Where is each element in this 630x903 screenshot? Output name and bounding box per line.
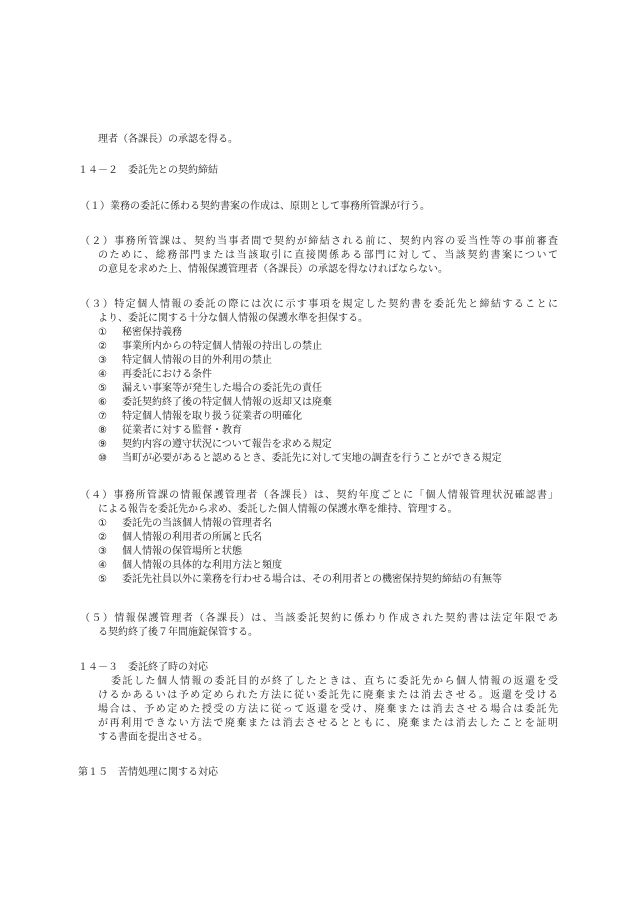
list-item: ⑤ 委託先社員以外に業務を行わせる場合は、その利用者との機密保持契約締結の有無等 [98,574,502,585]
list-item: ② 事業所内からの特定個人情報の持出しの禁止 [98,341,322,352]
list-item: ⑧ 従業者に対する監督・教育 [98,425,242,436]
paragraph-6-line-1: 委託した個人情報の委託目的が終了したときは、直ちに委託先から個人情報の返還を受 [111,676,558,687]
paragraph-6-line-3: 場合は、予め定めた授受の方法に従って返還を受け、廃棄または消去させる場合は委託先 [98,704,558,715]
paragraph-6-line-5: する書面を提出させる。 [98,732,208,743]
paragraph-2-line-3: の意見を求めた上、情報保護管理者（各課長）の承認を得なければならない。 [98,264,448,275]
paragraph-5-line-2: る契約終了後７年間施錠保管する。 [98,627,258,638]
list-item: ① 委託先の当該個人情報の管理者名 [98,518,272,529]
section-heading-14-3: １４－３ 委託終了時の対応 [78,662,208,673]
section-heading-14-2: １４－２ 委託先との契約締結 [78,165,218,176]
list-item: ④ 再委託における条件 [98,369,212,380]
list-item: ⑨ 契約内容の遵守状況について報告を求める規定 [98,439,332,450]
paragraph-6-line-2: けるかあるいは予め定められた方法に従い委託先に廃棄または消去させる。返還を受ける [98,690,558,701]
list-item: ⑤ 漏えい事案等が発生した場合の委託先の責任 [98,383,322,394]
list-item: ③ 個人情報の保管場所と状態 [98,546,242,557]
list-item: ① 秘密保持義務 [98,327,182,338]
continued-text: 理者（各課長）の承認を得る。 [98,134,238,145]
list-item: ④ 個人情報の具体的な利用方法と頻度 [98,560,282,571]
paragraph-3-line-1: （３）特定個人情報の委託の際には次に示す事項を規定した契約書を委託先と締結することに [80,299,558,310]
paragraph-2-line-1: （２）事務所管課は、契約当事者間で契約が締結される前に、契約内容の妥当性等の事前審査 [80,236,558,247]
list-item: ⑩ 当町が必要があると認めるとき、委託先に対して実地の調査を行うことができる規定 [98,453,502,464]
paragraph-4-line-2: による報告を委託先から求め、委託した個人情報の保護水準を維持、管理する。 [98,504,458,515]
paragraph-3-line-2: より、委託に関する十分な個人情報の保護水準を担保する。 [98,313,368,324]
list-item: ⑥ 委託契約終了後の特定個人情報の返却又は廃棄 [98,397,332,408]
paragraph-6-line-4: が再利用できない方法で廃棄または消去させるとともに、廃棄または消去したことを証明 [98,718,558,729]
list-item: ② 個人情報の利用者の所属と氏名 [98,532,262,543]
paragraph-1: （１）業務の委託に係わる契約書案の作成は、原則として事務所管課が行う。 [80,201,430,212]
paragraph-4-line-1: （４）事務所管課の情報保護管理者（各課長）は、契約年度ごとに「個人情報管理状況確認書」 [80,490,558,501]
list-item: ⑦ 特定個人情報を取り扱う従業者の明確化 [98,411,302,422]
list-item: ③ 特定個人情報の目的外利用の禁止 [98,355,272,366]
paragraph-5-line-1: （５）情報保護管理者（各課長）は、当該委託契約に係わり作成された契約書は法定年限であ [80,613,558,624]
paragraph-2-line-2: のために、総務部門または当該取引に直接関係ある部門に対して、当該契約書案について [98,250,558,261]
section-heading-15: 第１５ 苦情処理に関する対応 [78,767,218,778]
